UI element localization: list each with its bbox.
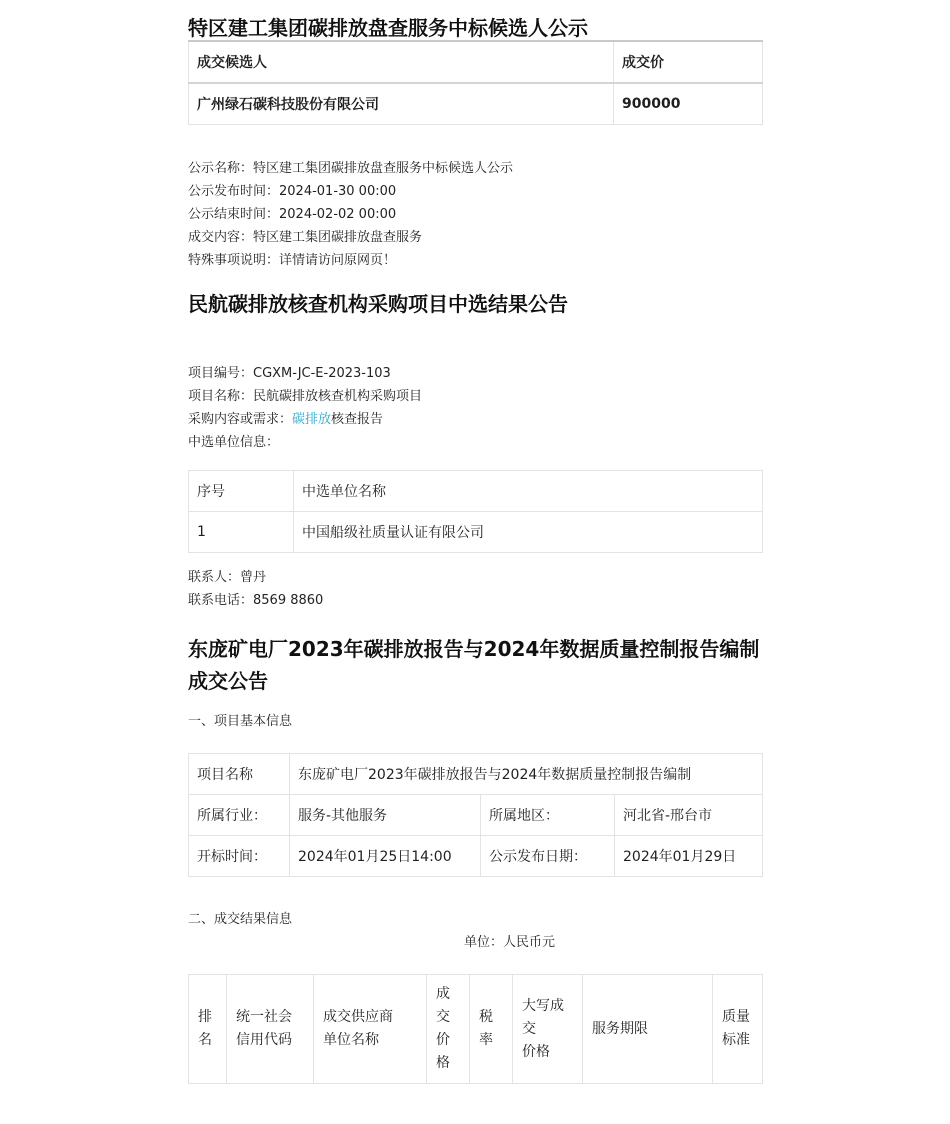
procurement-content-label: 采购内容或需求： xyxy=(188,412,293,427)
candidate-table xyxy=(188,40,763,125)
winner-info-label: 中选单位信息： xyxy=(188,435,280,450)
winner-table-header xyxy=(189,471,763,512)
winner-index: 1 xyxy=(189,512,294,553)
table-row xyxy=(189,795,763,836)
table-row xyxy=(189,512,763,553)
content-column xyxy=(188,0,762,1084)
info-deal-content: 成交内容：特区建工集团碳排放盘查服务 xyxy=(188,230,423,245)
header-deal-price: 成 交 价 格 xyxy=(427,975,470,1084)
header-price-in-words: 大写成 交 价格 xyxy=(513,975,583,1084)
project-name-label: 项目名称 xyxy=(189,754,290,795)
header-credit-code: 统一社会 信用代码 xyxy=(227,975,314,1084)
section2-title: 民航碳排放核查机构采购项目中选结果公告 xyxy=(188,292,568,316)
result-table xyxy=(188,974,763,1084)
info-publish-time: 公示发布时间：2024-01-30 00:00 xyxy=(188,184,397,199)
section1-info xyxy=(188,157,762,272)
header-price: 成交价 xyxy=(614,41,763,83)
header-winner-name: 中选单位名称 xyxy=(294,471,763,512)
project-number: 项目编号：CGXM-JC-E-2023-103 xyxy=(188,366,391,381)
publish-date-label: 公示发布日期： xyxy=(481,836,615,877)
procurement-content-suffix: 核查报告 xyxy=(331,412,384,427)
header-service-period: 服务期限 xyxy=(583,975,713,1084)
contact-person: 联系人：曾丹 xyxy=(188,570,267,585)
info-end-time: 公示结束时间：2024-02-02 00:00 xyxy=(188,207,397,222)
candidate-price: 900000 xyxy=(614,83,763,125)
section1-title: 特区建工集团碳排放盘查服务中标候选人公示 xyxy=(188,16,588,40)
open-time-label: 开标时间： xyxy=(189,836,290,877)
header-index: 序号 xyxy=(189,471,294,512)
basic-info-table xyxy=(188,753,763,877)
table-row xyxy=(189,836,763,877)
section3-title xyxy=(188,633,762,697)
header-supplier-name: 成交供应商 单位名称 xyxy=(314,975,427,1084)
currency-unit: 单位：人民币元 xyxy=(464,935,556,950)
publish-date-value: 2024年01月29日 xyxy=(615,836,763,877)
basic-info-label: 一、项目基本信息 xyxy=(188,714,293,729)
table-row xyxy=(189,754,763,795)
winner-name: 中国船级社质量认证有限公司 xyxy=(294,512,763,553)
info-notice-name: 公示名称：特区建工集团碳排放盘查服务中标候选人公示 xyxy=(188,161,514,176)
header-quality-standard: 质量 标准 xyxy=(713,975,763,1084)
info-special-note: 特殊事项说明：详情请访问原网页！ xyxy=(188,253,397,268)
contact-info xyxy=(188,566,762,612)
section3-title-line1: 东庞矿电厂2023年碳排放报告与2024年数据质量控制报告编制 xyxy=(188,637,760,661)
section2-info xyxy=(188,362,762,454)
table-row xyxy=(189,83,763,125)
project-name-value: 东庞矿电厂2023年碳排放报告与2024年数据质量控制报告编制 xyxy=(290,754,763,795)
region-value: 河北省-邢台市 xyxy=(615,795,763,836)
candidate-table-header xyxy=(189,41,763,83)
section3-title-line2: 成交公告 xyxy=(188,669,268,693)
header-tax-rate: 税 率 xyxy=(470,975,513,1084)
result-info-label: 二、成交结果信息 xyxy=(188,912,293,927)
contact-phone: 联系电话：8569 8860 xyxy=(188,593,324,608)
carbon-emission-link[interactable]: 碳排放 xyxy=(292,412,332,427)
region-label: 所属地区： xyxy=(481,795,615,836)
header-candidate: 成交候选人 xyxy=(189,41,614,83)
industry-label: 所属行业： xyxy=(189,795,290,836)
project-name: 项目名称：民航碳排放核查机构采购项目 xyxy=(188,389,423,404)
open-time-value: 2024年01月25日14:00 xyxy=(290,836,481,877)
procurement-content xyxy=(188,408,762,431)
winner-table xyxy=(188,470,763,553)
industry-value: 服务-其他服务 xyxy=(290,795,481,836)
header-rank: 排 名 xyxy=(189,975,227,1084)
candidate-name: 广州绿石碳科技股份有限公司 xyxy=(189,83,614,125)
result-table-header xyxy=(189,975,763,1084)
